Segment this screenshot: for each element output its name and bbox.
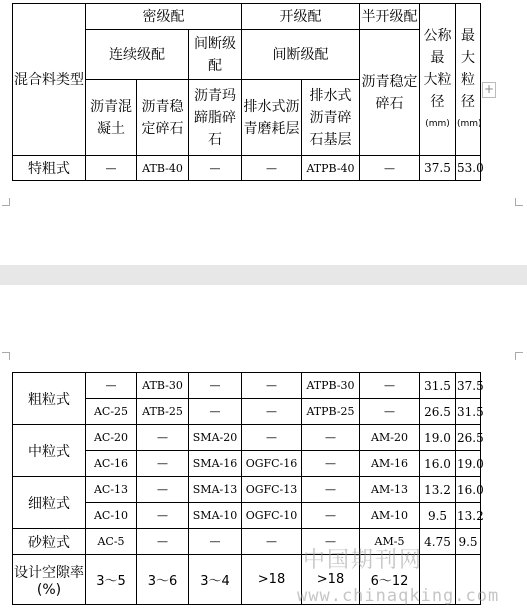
page-corner-mark xyxy=(2,352,10,360)
header-am: 沥青稳定碎石 xyxy=(360,30,420,156)
table-cell: — xyxy=(137,477,189,503)
table-cell: — xyxy=(137,503,189,529)
table-cell: OGFC-13 xyxy=(242,477,302,503)
void-ratio-label xyxy=(13,555,86,605)
table-cell: AC-10 xyxy=(86,503,137,529)
watermark-cn: 中国期刊网 xyxy=(303,548,424,573)
table-cell: AM-20 xyxy=(360,425,420,451)
header-continuous: 连续级配 xyxy=(86,30,189,80)
table-cell: AC-25 xyxy=(86,399,137,425)
max-line-3: (mm) xyxy=(457,118,482,129)
table-row xyxy=(13,425,481,451)
table-cell: AC-16 xyxy=(86,451,137,477)
nominal-line-4: 径 xyxy=(430,93,445,110)
row-type-label: 粗粒式 xyxy=(13,373,86,425)
table-row xyxy=(13,373,481,399)
table-cell: 31.5 xyxy=(456,399,481,425)
table-cell: AC-5 xyxy=(86,529,137,555)
table-cell: — xyxy=(242,529,302,555)
nominal-line-5: (mm) xyxy=(425,118,450,129)
table-cell: — xyxy=(302,503,360,529)
table-cell: 3～5 xyxy=(86,555,137,605)
page-corner-mark xyxy=(2,198,10,206)
watermark-url: www.chinaqking.com xyxy=(297,586,500,606)
table-cell: — xyxy=(302,425,360,451)
table-cell: — xyxy=(242,425,302,451)
table-cell: 37.5 xyxy=(456,373,481,399)
table-cell: — xyxy=(242,156,302,181)
table-cell: SMA-13 xyxy=(189,477,242,503)
mix-type-table-top xyxy=(12,3,484,181)
nominal-line-2: 最 xyxy=(430,49,445,66)
table-cell: ATPB-40 xyxy=(302,156,360,181)
table-cell: 3～4 xyxy=(189,555,242,605)
table-cell: ATB-25 xyxy=(137,399,189,425)
header-ogfc: 排水式沥青磨耗层 xyxy=(242,80,302,156)
page-corner-mark xyxy=(515,198,523,206)
table-cell: 3～6 xyxy=(137,555,189,605)
table-cell: AM-13 xyxy=(360,477,420,503)
table-cell: — xyxy=(189,529,242,555)
table-cell: 9.5 xyxy=(456,529,481,555)
add-column-button[interactable]: + xyxy=(483,82,495,96)
table-cell: — xyxy=(86,373,137,399)
table-cell: 26.5 xyxy=(456,425,481,451)
table-cell: 19.0 xyxy=(456,451,481,477)
table-cell: ATPB-30 xyxy=(302,373,360,399)
nominal-line-1: 公称 xyxy=(423,27,452,44)
table-cell: — xyxy=(302,477,360,503)
table-cell: ATB-30 xyxy=(137,373,189,399)
table-cell: — xyxy=(242,373,302,399)
table-cell: 13.2 xyxy=(420,477,456,503)
header-max-size xyxy=(456,4,481,156)
page-gap xyxy=(0,265,527,285)
max-line-1: 最大 xyxy=(461,27,475,66)
table-cell: — xyxy=(189,373,242,399)
table-cell: — xyxy=(302,529,360,555)
header-dense: 密级配 xyxy=(86,4,242,30)
table-cell: — xyxy=(189,399,242,425)
header-mix-type: 混合料类型 xyxy=(13,4,86,156)
table-cell: ATPB-25 xyxy=(302,399,360,425)
table-cell: ATB-40 xyxy=(137,156,189,181)
table-cell: AM-16 xyxy=(360,451,420,477)
table-cell: SMA-20 xyxy=(189,425,242,451)
table-cell: AM-5 xyxy=(360,529,420,555)
table-cell: — xyxy=(137,451,189,477)
header-semi-open: 半开级配 xyxy=(360,4,420,30)
table-cell: — xyxy=(189,156,242,181)
max-line-2: 粒径 xyxy=(461,71,475,110)
table-row xyxy=(13,477,481,503)
void-ratio-label-line-2: (%) xyxy=(36,581,62,598)
table-cell: — xyxy=(360,156,420,181)
row-type-label: 中粒式 xyxy=(13,425,86,477)
header-open: 开级配 xyxy=(242,4,360,30)
row-type-label: 细粒式 xyxy=(13,477,86,529)
table-cell: 26.5 xyxy=(420,399,456,425)
header-atb: 沥青稳定碎石 xyxy=(137,80,189,156)
table-cell: >18 xyxy=(242,555,302,605)
table-cell: SMA-16 xyxy=(189,451,242,477)
header-gap-dense: 间断级配 xyxy=(189,30,242,80)
table-cell: 16.0 xyxy=(456,477,481,503)
table-cell: OGFC-16 xyxy=(242,451,302,477)
table-cell: 13.2 xyxy=(456,503,481,529)
table-cell: AC-13 xyxy=(86,477,137,503)
header-gap-open: 间断级配 xyxy=(242,30,360,80)
table-cell: 37.5 xyxy=(420,156,456,181)
header-sma: 沥青玛蹄脂碎石 xyxy=(189,80,242,156)
header-atpb: 排水式沥青碎石基层 xyxy=(302,80,360,156)
void-ratio-label-line-1: 设计空隙率 xyxy=(14,564,84,581)
table-cell: SMA-10 xyxy=(189,503,242,529)
header-nominal-max-size xyxy=(420,4,456,156)
table-cell: >18 xyxy=(302,555,360,605)
table-cell: 6～12 xyxy=(360,555,420,605)
table-cell: — xyxy=(360,373,420,399)
row-type-label: 砂粒式 xyxy=(13,529,86,555)
table-cell: — xyxy=(360,399,420,425)
page-corner-mark xyxy=(515,352,523,360)
table-cell: 9.5 xyxy=(420,503,456,529)
table-cell: AC-20 xyxy=(86,425,137,451)
table-cell: — xyxy=(137,425,189,451)
table-cell: 16.0 xyxy=(420,451,456,477)
table-cell: AM-10 xyxy=(360,503,420,529)
nominal-line-3: 大粒 xyxy=(423,71,452,88)
table-cell: — xyxy=(86,156,137,181)
table-cell: 4.75 xyxy=(420,529,456,555)
row-type-label: 特粗式 xyxy=(13,156,86,181)
table-row xyxy=(13,156,481,181)
table-cell: — xyxy=(302,451,360,477)
table-cell: — xyxy=(137,529,189,555)
table-cell: 31.5 xyxy=(420,373,456,399)
table-cell: 53.0 xyxy=(456,156,481,181)
table-cell: 19.0 xyxy=(420,425,456,451)
header-asphalt-concrete: 沥青混凝土 xyxy=(86,80,137,156)
table-cell: — xyxy=(242,399,302,425)
table-cell: OGFC-10 xyxy=(242,503,302,529)
